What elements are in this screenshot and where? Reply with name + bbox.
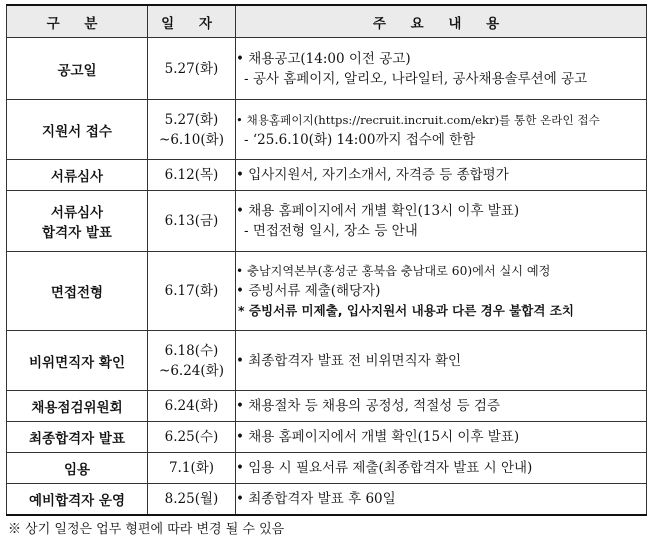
- row-category: 지원서 접수: [7, 100, 148, 160]
- row-category: 서류심사: [7, 160, 148, 191]
- table-row: [7, 160, 647, 191]
- table-row: [7, 38, 647, 100]
- row-date: 6.17(화): [148, 252, 236, 331]
- row-content: • 충남지역본부(홍성군 홍북읍 충남대로 60)에서 실시 예정 • 증빙서류 제출(해당자) * 증빙서류 미제출, 입사지원서 내용과 다른 경우 불합격 조치: [236, 252, 647, 331]
- row-content: • 임용 시 필요서류 제출(최종합격자 발표 시 안내): [236, 453, 647, 484]
- row-category: 예비합격자 운영: [7, 484, 148, 515]
- header-category: 구 분: [7, 5, 148, 38]
- row-date: 6.18(수) ~6.24(화): [148, 331, 236, 391]
- table-row: [7, 331, 647, 391]
- row-content: • 채용절차 등 채용의 공정성, 적절성 등 검증: [236, 391, 647, 422]
- row-category: 공고일: [7, 38, 148, 100]
- row-category: 최종합격자 발표: [7, 422, 148, 453]
- table-row: [7, 391, 647, 422]
- row-category: 면접전형: [7, 252, 148, 331]
- table-row: [7, 100, 647, 160]
- row-date: 8.25(월): [148, 484, 236, 515]
- table-row: [7, 252, 647, 331]
- row-content: • 채용홈페이지(https://recruit.incruit.com/ekr)를 통한 온라인 접수 - ‘25.6.10(화) 14:00까지 접수에 한함: [236, 100, 647, 160]
- table-row: [7, 453, 647, 484]
- row-category: 서류심사 합격자 발표: [7, 191, 148, 252]
- row-date: 6.12(목): [148, 160, 236, 191]
- row-date: 6.24(화): [148, 391, 236, 422]
- row-category: 비위면직자 확인: [7, 331, 148, 391]
- schedule-table: [6, 4, 647, 516]
- row-category: 채용점검위원회: [7, 391, 148, 422]
- header-content: 주 요 내 용: [236, 5, 647, 38]
- row-date: 6.13(금): [148, 191, 236, 252]
- row-date: 5.27(화): [148, 38, 236, 100]
- table-row: [7, 422, 647, 453]
- row-content: • 채용 홈페이지에서 개별 확인(13시 이후 발표) - 면접전형 일시, 장소 등 안내: [236, 191, 647, 252]
- header-row: [7, 5, 647, 38]
- row-date: 6.25(수): [148, 422, 236, 453]
- row-content: • 채용공고(14:00 이전 공고) - 공사 홈페이지, 알리오, 나라일터, 공사채용솔루션에 공고: [236, 38, 647, 100]
- footnote: ※ 상기 일정은 업무 형편에 따라 변경 될 수 있음: [8, 522, 285, 537]
- row-content: • 최종합격자 발표 후 60일: [236, 484, 647, 515]
- table-row: [7, 484, 647, 515]
- row-content: • 최종합격자 발표 전 비위면직자 확인: [236, 331, 647, 391]
- row-category: 임용: [7, 453, 148, 484]
- table-row: [7, 191, 647, 252]
- row-content: • 입사지원서, 자기소개서, 자격증 등 종합평가: [236, 160, 647, 191]
- row-date: 5.27(화) ~6.10(화): [148, 100, 236, 160]
- row-date: 7.1(화): [148, 453, 236, 484]
- header-date: 일 자: [148, 5, 236, 38]
- row-content: • 채용 홈페이지에서 개별 확인(15시 이후 발표): [236, 422, 647, 453]
